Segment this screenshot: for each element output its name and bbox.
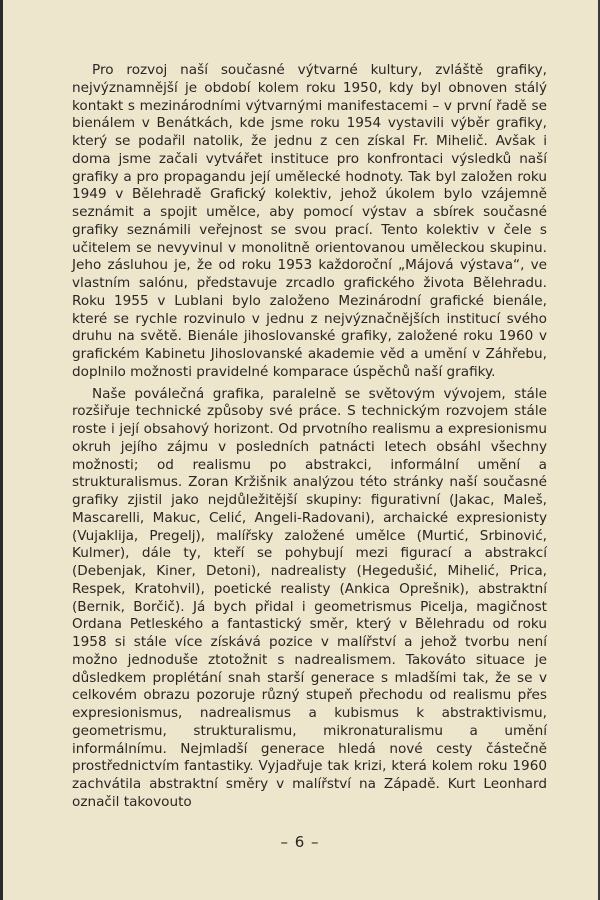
scan-left-edge [0,0,3,900]
paragraph-1: Pro rozvoj naší současné výtvarné kultury, zvláště grafiky, nejvýznamnější je období kolem roku 1950, kdy byl obnoven stálý kontakt s mezinárodními výtvarnými manifestacemi – v první řadě se bienálem v Benátkách, kde jsme roku 1954 vystavili výběr grafiky, který se podařil natolik, že jednu z cen získal Fr. Mihelič. Avšak i doma jsme začali vytvářet instituce pro konfrontaci výsledků naší grafiky a pro propagandu její umělecké hodnoty. Tak byl založen roku 1949 v Bělehradě Grafický kolektiv, jehož úkolem bylo vzájemně seznámit a spojit umělce, aby pomocí výstav a sbírek současné grafiky seznámili veřejnost se svou prací. Tento kolektiv v čele s učitelem se nevyvinul v monolitně orientovanou uměleckou skupinu. Jeho zásluhou je, že od roku 1953 každoroční „Májová výstava“, ve vlastním salónu, představuje zrcadlo grafického života Bělehradu. Roku 1955 v Lublani bylo založeno Mezinárodní grafické bienále, které se rychle rozvinulo v jednu z nejvýznačnějších institucí svého druhu na světě. Bienále jihoslovanské grafiky, založené roku 1960 v grafickém Kabinetu Jihoslovanské akademie věd a umění v Záhřebu, doplnilo možnosti pravidelné komparace úspěchů naší grafiky. [72,62,547,380]
page-number: – 6 – [280,833,320,851]
body-text [72,62,547,812]
paragraph-2: Naše poválečná grafika, paralelně se světovým vývojem, stále rozšiřuje technické způsoby své práce. S technickým rozvojem stále roste i její obsahový horizont. Od prvotního realismu a expresionismu okruh jejího zájmu v posledních patnácti letech obsáhl všechny možnosti; od realismu po abstrakci, informální umění a strukturalismus. Zoran Kržišnik analýzou této stránky naší současné grafiky zjistil jako nejdůležitější skupiny: figurativní (Jakac, Maleš, Mascarelli, Makuc, Celić, Angeli-Radovani), archaické expresionisty (Vujaklija, Pregelj), malířsky založené umělce (Murtić, Srbinović, Kulmer), dále ty, kteří se pohybují mezi figurací a abstrakcí (Debenjak, Kiner, Detoni), nadrealisty (Hegedušić, Mihelić, Prica, Respek, Kratohvil), poetické realisty (Ankica Oprešnik), abstraktní (Bernik, Borčič). Já bych přidal i geometrismus Picelja, magičnost Ordana Petleského a fantastický směr, který v Bělehradu od roku 1958 si stále více získává pozice v malířství a jehož tvorbu není možno jednoduše ztotožnit s nadrealismem. Takováto situace je důsledkem proplétání snah starší generace s mladšími tak, že se v celkovém obrazu pozoruje různý stupeň přechodu od realismu přes expresionismus, nadrealismus a kubismus k abstraktivismu, geometrismu, strukturalismu, mikronaturalismu a umění informálnímu. Nejmladší generace hledá nové cesty částečně prostřednictvím fantastiky. Vyjadřuje tak krizi, která kolem roku 1960 zachvátila abstraktní směry v malířství na Západě. Kurt Leonhard označil takovouto [72,385,547,810]
